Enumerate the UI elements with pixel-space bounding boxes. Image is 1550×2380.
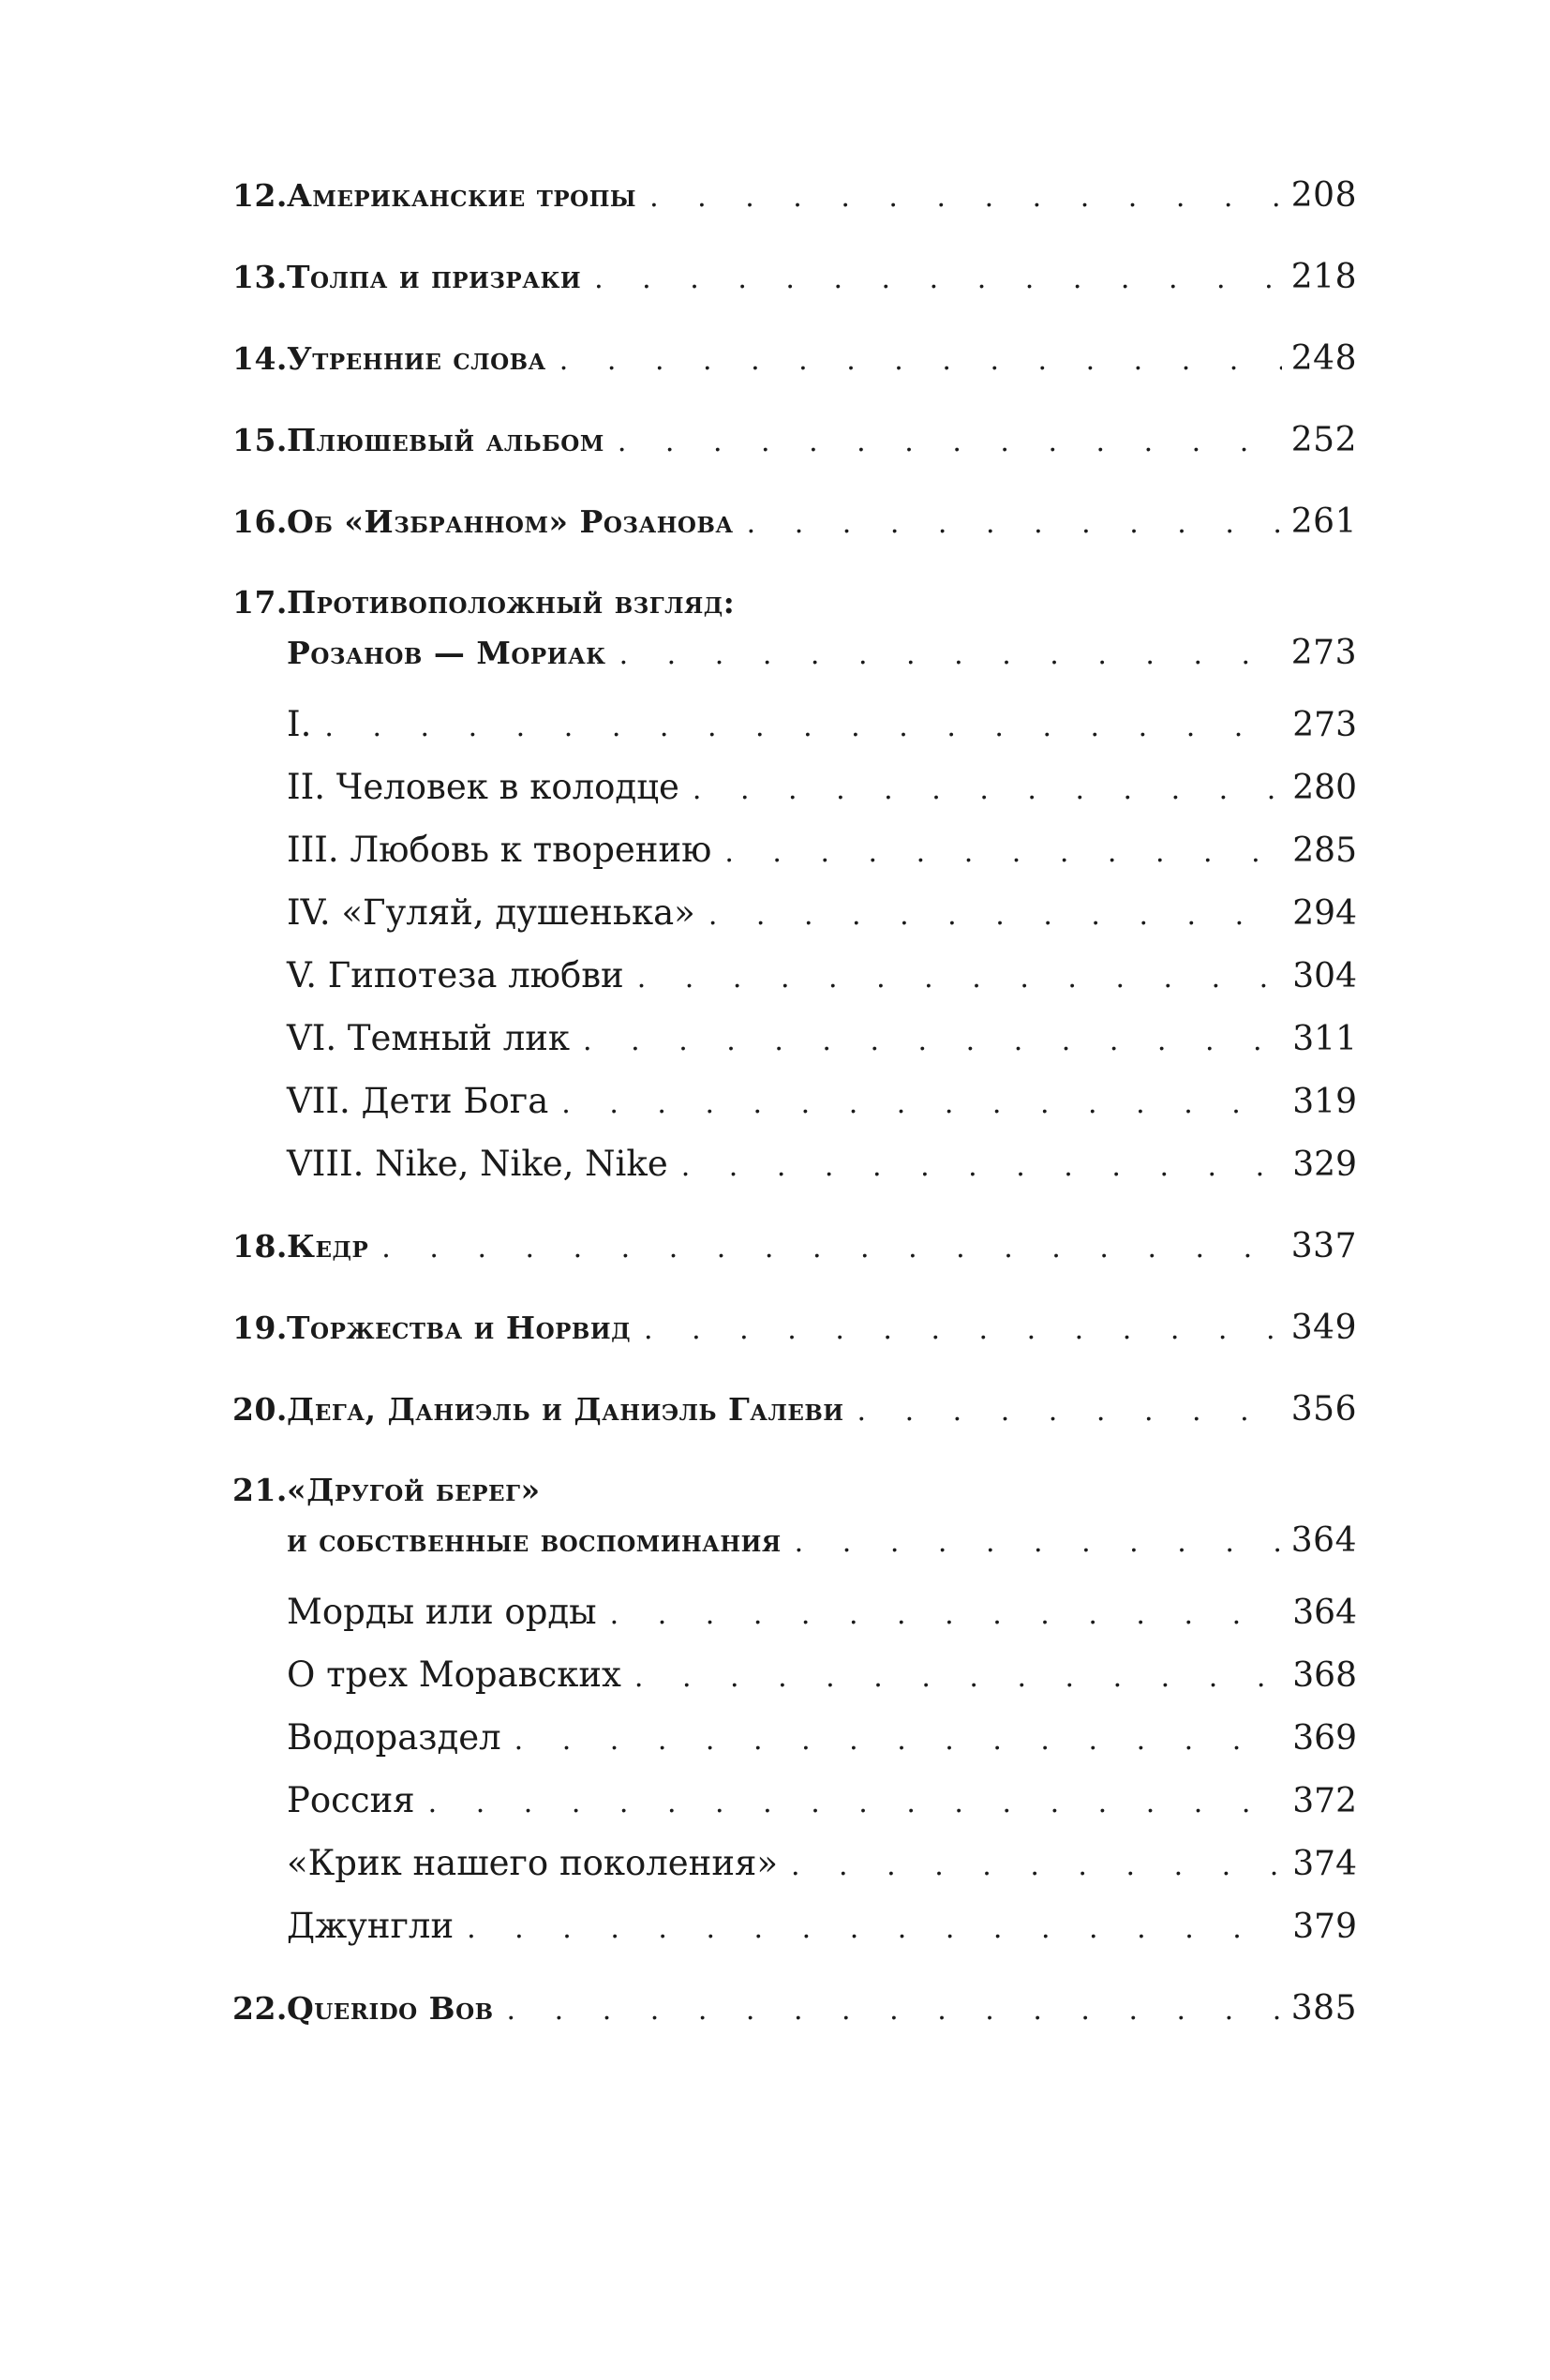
- chapter-number: 18.: [232, 1228, 288, 1265]
- page-number: 285: [1292, 831, 1357, 870]
- toc-subentry: [232, 704, 1357, 744]
- subentry-title: V. Гипотеза любви: [287, 955, 624, 995]
- subentry-title: О трех Моравских: [287, 1654, 621, 1695]
- subentry-title: VII. Дети Бога: [287, 1081, 549, 1121]
- dot-leader: [679, 773, 1282, 806]
- page-number: 374: [1292, 1845, 1357, 1883]
- dot-leader: [597, 1598, 1282, 1631]
- dot-leader: [782, 1526, 1282, 1559]
- page-number: 248: [1290, 339, 1357, 378]
- toc-subentry: [232, 1780, 1357, 1820]
- dot-leader: [606, 638, 1282, 671]
- dot-leader: [368, 1232, 1282, 1265]
- chapter-number: 17.: [232, 584, 288, 621]
- page-number: 369: [1292, 1719, 1357, 1758]
- toc-subentry: [232, 1018, 1357, 1058]
- page-number: 273: [1290, 634, 1357, 672]
- chapter-number: 12.: [232, 177, 288, 214]
- subentry-title: Россия: [287, 1780, 415, 1820]
- chapter-title: Толпа и призраки: [287, 259, 582, 295]
- page-number: 280: [1292, 769, 1357, 807]
- dot-leader: [604, 426, 1282, 458]
- chapter-title: Торжества и Норвид: [287, 1310, 632, 1346]
- subentry-title: IV. «Гуляй, душенька»: [287, 892, 695, 933]
- chapter-title: Кедр: [287, 1228, 369, 1265]
- subentry-title: III. Любовь к творению: [287, 830, 712, 870]
- toc-subentry: [232, 1843, 1357, 1883]
- page-number: 364: [1290, 1521, 1357, 1560]
- chapter-title-line1: «Другой берег»: [287, 1472, 541, 1508]
- subentry-title: VIII. Nike, Nike, Nike: [287, 1144, 668, 1184]
- page-number: 329: [1292, 1145, 1357, 1184]
- page-number: 385: [1290, 1989, 1357, 2028]
- toc-entry: [232, 339, 1357, 378]
- chapter-number: 22.: [232, 1990, 288, 2027]
- page-number: 372: [1292, 1782, 1357, 1820]
- chapter-number: 13.: [232, 259, 288, 295]
- page-number: 261: [1290, 502, 1357, 541]
- toc-entry: [232, 1390, 1357, 1429]
- dot-leader: [695, 899, 1282, 932]
- toc-subentry: [232, 892, 1357, 933]
- subentry-title: Морды или орды: [287, 1592, 597, 1632]
- page-number: 379: [1292, 1908, 1357, 1946]
- toc-entry: [232, 176, 1357, 215]
- dot-leader: [494, 1994, 1282, 2027]
- toc-entry: [232, 258, 1357, 296]
- toc-entry-continuation: [232, 634, 1357, 672]
- dot-leader: [621, 1661, 1282, 1694]
- table-of-contents: [232, 176, 1357, 2028]
- dot-leader: [631, 1313, 1282, 1346]
- chapter-title-line2: и собственные воспоминания: [287, 1522, 782, 1559]
- toc-subentry: [232, 830, 1357, 870]
- subentry-title: I.: [287, 704, 312, 744]
- chapter-number: 14.: [232, 340, 288, 377]
- toc-subentry: [232, 1144, 1357, 1184]
- toc-entry: [232, 1989, 1357, 2028]
- page-number: 273: [1292, 706, 1357, 744]
- toc-entry-continuation: [232, 1521, 1357, 1560]
- dot-leader: [311, 711, 1282, 743]
- page-number: 364: [1292, 1594, 1357, 1632]
- chapter-number: 19.: [232, 1310, 288, 1346]
- subentry-title: Джунгли: [287, 1906, 455, 1946]
- page-number: 337: [1290, 1227, 1357, 1265]
- dot-leader: [501, 1724, 1282, 1757]
- toc-entry: [232, 1309, 1357, 1347]
- toc-subentry: [232, 1654, 1357, 1695]
- chapter-number: 16.: [232, 503, 288, 540]
- toc-subentry: [232, 1717, 1357, 1758]
- toc-entry: [232, 421, 1357, 459]
- toc-entry: [232, 1472, 1357, 1508]
- page-number: 356: [1290, 1390, 1357, 1429]
- toc-entry: [232, 502, 1357, 541]
- dot-leader: [546, 344, 1282, 377]
- page-number: 304: [1292, 957, 1357, 995]
- page-number: 208: [1290, 176, 1357, 215]
- dot-leader: [624, 962, 1282, 995]
- dot-leader: [668, 1150, 1282, 1183]
- chapter-title-line2: Розанов — Мориак: [287, 635, 606, 671]
- page-number: 319: [1292, 1083, 1357, 1121]
- chapter-title: Утренние слова: [287, 340, 546, 377]
- page-number: 311: [1292, 1020, 1357, 1058]
- dot-leader: [581, 262, 1282, 295]
- chapter-number: 15.: [232, 422, 288, 458]
- dot-leader: [636, 181, 1282, 214]
- toc-subentry: [232, 955, 1357, 995]
- toc-entry: [232, 584, 1357, 621]
- chapter-number: 20.: [232, 1391, 288, 1428]
- toc-subentry: [232, 767, 1357, 807]
- dot-leader: [844, 1395, 1282, 1428]
- chapter-title: Плюшевый альбом: [287, 422, 604, 458]
- page-number: 349: [1290, 1309, 1357, 1347]
- page-number: 368: [1292, 1656, 1357, 1695]
- subentry-title: «Крик нашего поколения»: [287, 1843, 778, 1883]
- dot-leader: [454, 1912, 1282, 1945]
- dot-leader: [711, 836, 1282, 869]
- dot-leader: [570, 1025, 1282, 1057]
- toc-subentry: [232, 1592, 1357, 1632]
- dot-leader: [548, 1087, 1282, 1120]
- subentry-title: II. Человек в колодце: [287, 767, 679, 807]
- dot-leader: [778, 1849, 1282, 1882]
- page-number: 252: [1290, 421, 1357, 459]
- page-number: 294: [1292, 894, 1357, 933]
- chapter-title: Дега, Даниэль и Даниэль Галеви: [287, 1391, 844, 1428]
- dot-leader: [415, 1787, 1282, 1819]
- chapter-title: Об «Избранном» Розанова: [287, 503, 734, 540]
- toc-entry: [232, 1227, 1357, 1265]
- page-number: 218: [1290, 258, 1357, 296]
- chapter-title: Querido Bob: [287, 1990, 494, 2027]
- toc-subentry: [232, 1906, 1357, 1946]
- dot-leader: [734, 507, 1282, 540]
- subentry-title: Водораздел: [287, 1717, 501, 1758]
- chapter-title: Американские тропы: [287, 177, 637, 214]
- chapter-title-line1: Противоположный взгляд:: [287, 584, 736, 621]
- subentry-title: VI. Темный лик: [287, 1018, 571, 1058]
- toc-subentry: [232, 1081, 1357, 1121]
- chapter-number: 21.: [232, 1472, 288, 1508]
